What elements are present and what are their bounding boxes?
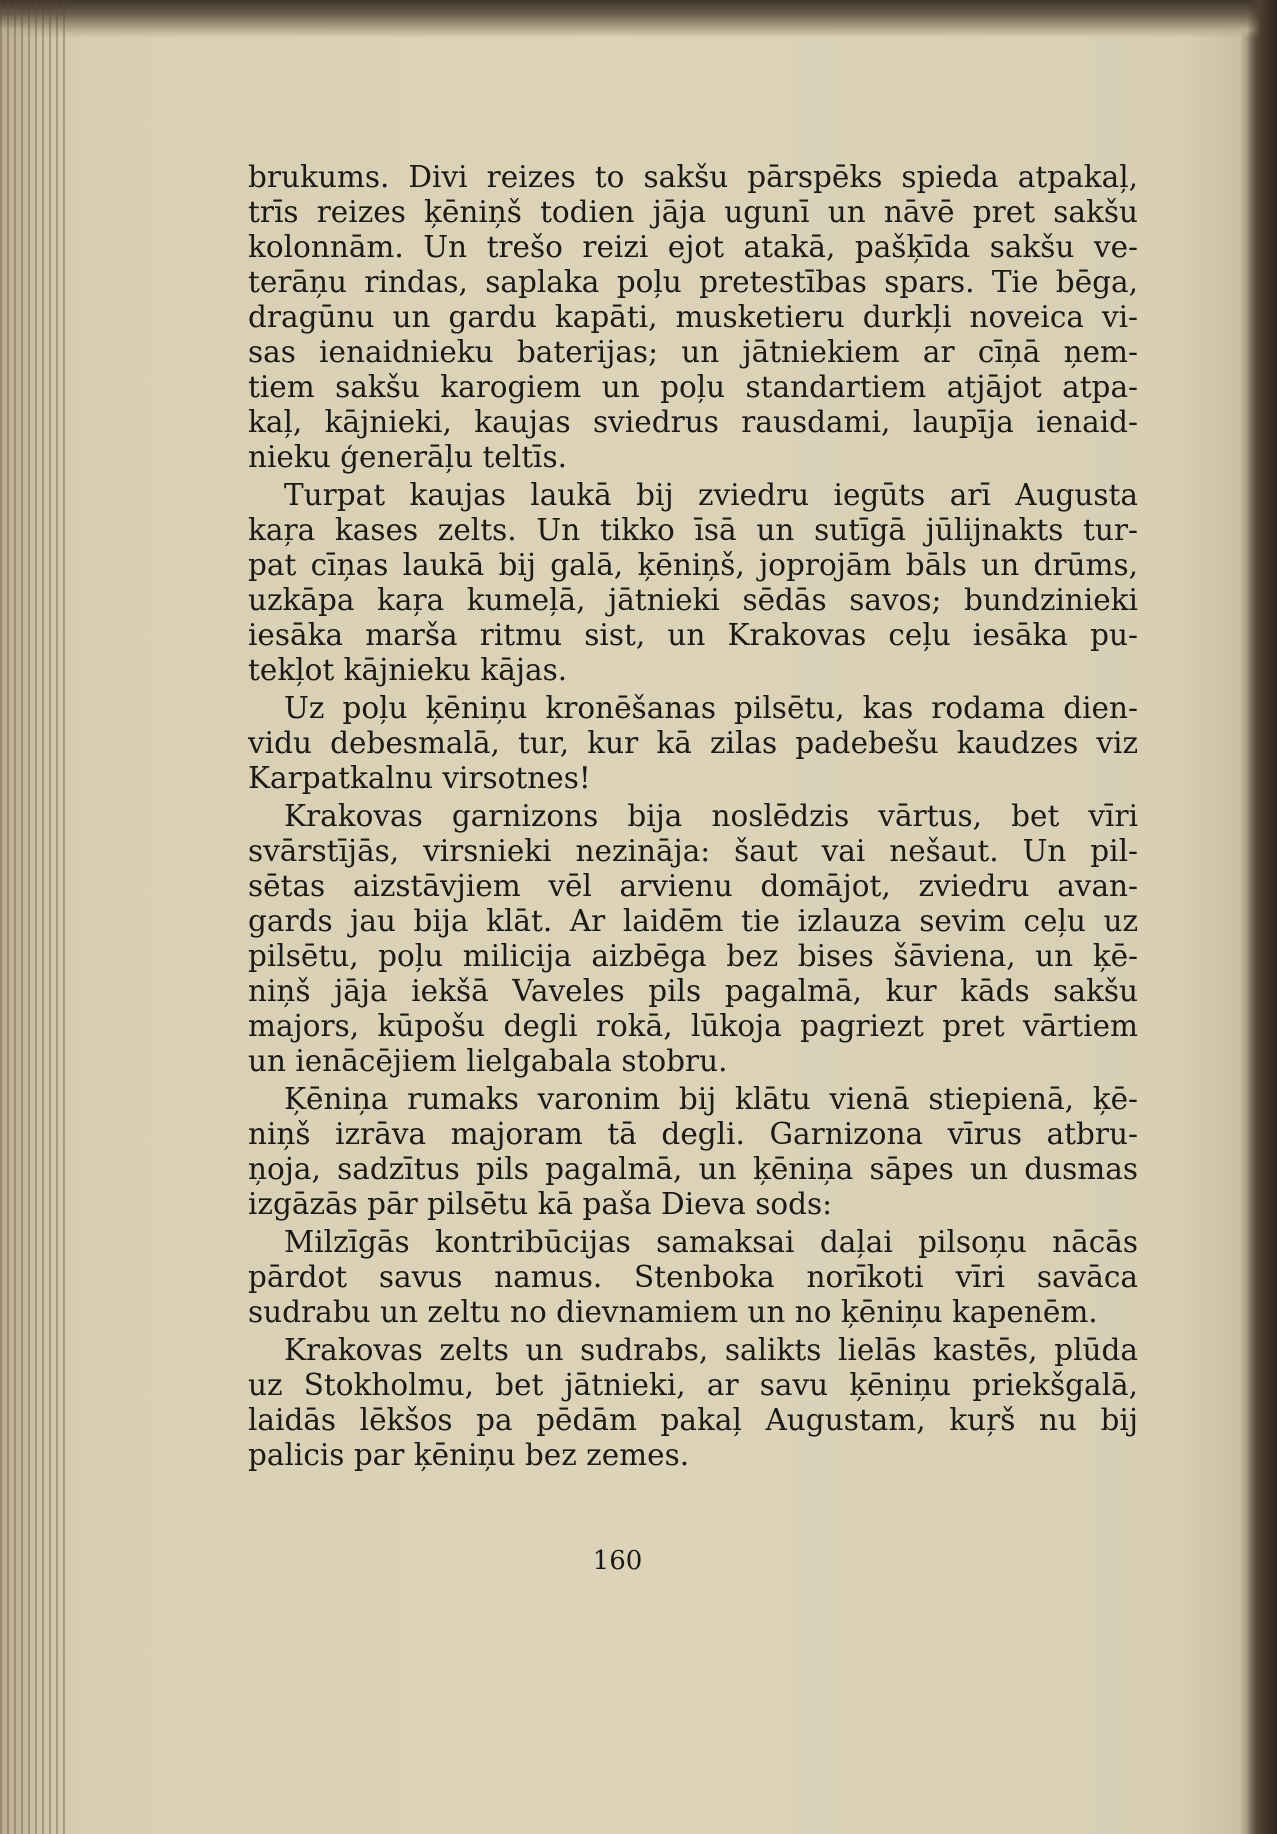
text-line: Krakovas zelts un sudrabs, salikts lielās kastēs, plūda — [284, 1333, 1138, 1367]
text-line: kaŗa kases zelts. Un tikko īsā un sutīgā jūlijnakts tur- — [248, 513, 1138, 547]
text-line: palicis par ķēniņu bez zemes. — [248, 1438, 690, 1472]
text-line: pārdot savus namus. Stenboka norīkoti vīri savāca — [248, 1260, 1138, 1294]
text-line: kolonnām. Un trešo reizi ejot atakā, pašķīda sakšu ve- — [248, 230, 1138, 264]
paragraph — [248, 1333, 1138, 1473]
text-line: tekļot kājnieku kājas. — [248, 653, 568, 687]
text-line: izgāzās pār pilsētu kā paša Dieva sods: — [248, 1187, 833, 1221]
text-line: laidās lēkšos pa pēdām pakaļ Augustam, kuŗš nu bij — [248, 1403, 1138, 1437]
text-line: gards jau bija klāt. Ar laidēm tie izlauza sevim ceļu uz — [248, 904, 1138, 938]
paragraph — [248, 160, 1138, 475]
text-line: Milzīgās kontribūcijas samaksai daļai pilsoņu nācās — [284, 1225, 1138, 1259]
text-line: ņoja, sadzītus pils pagalmā, un ķēniņa sāpes un dusmas — [248, 1152, 1138, 1186]
paragraph — [248, 1225, 1138, 1330]
text-line: majors, kūpošu degli rokā, lūkoja pagriezt pret vārtiem — [248, 1009, 1138, 1043]
paragraph — [248, 799, 1138, 1079]
text-line: niņš izrāva majoram tā degli. Garnizona vīrus atbru- — [248, 1117, 1138, 1151]
text-line: nieku ģenerāļu teltīs. — [248, 440, 567, 474]
text-line: terāņu rindas, saplaka poļu pretestības spars. Tie bēga, — [248, 265, 1138, 299]
page-number: 160 — [592, 1546, 643, 1576]
text-line: sudrabu un zeltu no dievnamiem un no ķēniņu kapenēm. — [248, 1295, 1098, 1329]
text-line: dragūnu un gardu kapāti, musketieru durkļi noveica vi- — [248, 300, 1138, 334]
body-text — [248, 160, 1138, 1476]
text-line: tiem sakšu karogiem un poļu standartiem atjājot atpa- — [248, 370, 1138, 404]
text-line: uz Stokholmu, bet jātnieki, ar savu ķēniņu priekšgalā, — [248, 1368, 1138, 1402]
text-line: pilsētu, poļu milicija aizbēga bez bises šāviena, un ķē- — [248, 939, 1138, 973]
text-line: sētas aizstāvjiem vēl arvienu domājot, zviedru avan- — [248, 869, 1138, 903]
text-line: trīs reizes ķēniņš todien jāja ugunī un nāvē pret sakšu — [248, 195, 1138, 229]
text-line: iesāka marša ritmu sist, un Krakovas ceļu iesāka pu- — [248, 618, 1138, 652]
text-line: Krakovas garnizons bija noslēdzis vārtus, bet vīri — [284, 799, 1138, 833]
text-line: Ķēniņa rumaks varonim bij klātu vienā stiepienā, ķē- — [284, 1082, 1138, 1116]
text-line: vidu debesmalā, tur, kur kā zilas padebešu kaudzes viz — [248, 726, 1138, 760]
paragraph — [248, 691, 1138, 796]
paragraph — [248, 478, 1138, 688]
text-line: sas ienaidnieku baterijas; un jātniekiem ar cīņā ņem- — [248, 335, 1138, 369]
text-line: Uz poļu ķēniņu kronēšanas pilsētu, kas rodama dien- — [284, 691, 1138, 725]
text-line: pat cīņas laukā bij galā, ķēniņš, joprojām bāls un drūms, — [248, 548, 1138, 582]
text-line: uzkāpa kaŗa kumeļā, jātnieki sēdās savos; bundzinieki — [248, 583, 1138, 617]
text-line: Karpatkalnu virsotnes! — [248, 761, 591, 795]
paragraph — [248, 1082, 1138, 1222]
text-line: Turpat kaujas laukā bij zviedru iegūts arī Augusta — [284, 478, 1138, 512]
text-line: un ienācējiem lielgabala stobru. — [248, 1044, 728, 1078]
text-line: svārstījās, virsnieki nezināja: šaut vai nešaut. Un pil- — [248, 834, 1138, 868]
page-top-edge — [0, 0, 1277, 38]
text-line: brukums. Divi reizes to sakšu pārspēks spieda atpakaļ, — [248, 160, 1138, 194]
text-line: kaļ, kājnieki, kaujas sviedrus rausdami, laupīja ienaid- — [248, 405, 1138, 439]
text-line: niņš jāja iekšā Vaveles pils pagalmā, kur kāds sakšu — [248, 974, 1138, 1008]
